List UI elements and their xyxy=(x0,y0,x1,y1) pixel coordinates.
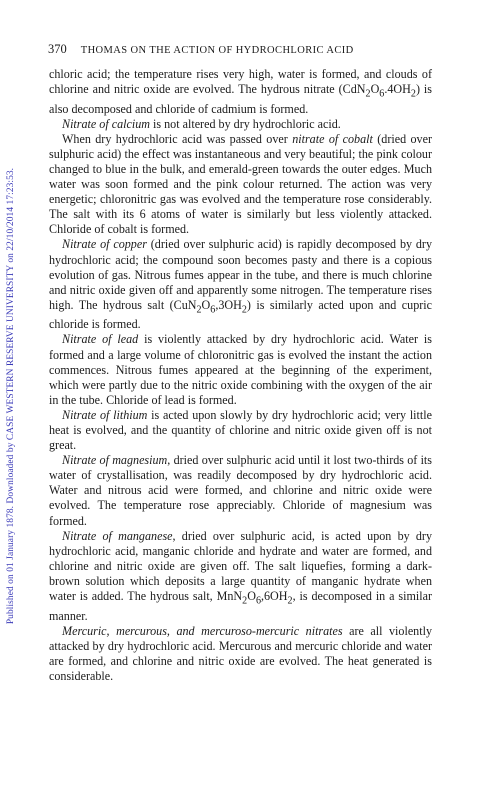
paragraph: Nitrate of manganese, dried over sulphuric acid, is acted upon by dry hydrochloric acid, manganic chloride and hydrate and water are formed, and chlorine and nitric oxide are given off. The salt liquefies, forming a dark-brown solution which deposits a large quantity of manganic hydrate when water is added. The hydrous salt, $MnN_2O_6,6OH_2$, is decomposed in a similar manner. xyxy=(49,528,432,623)
page-header xyxy=(48,42,432,57)
paragraph: When dry hydrochloric acid was passed over nitrate of cobalt (dried over sulphuric acid) the effect was instantaneous and very beautiful; the pink colour changed to blue in the bulk, and emerald-green towards the outer edges. Much water was soon formed and the pink colour returned. The action was very energetic; chloronitric gas was evolved and the temperature rose considerably. The salt with its 6 atoms of water is similarly but less violently attacked. Chloride of cobalt is formed. xyxy=(49,131,432,237)
page-number: 370 xyxy=(48,42,67,56)
paragraph: Nitrate of magnesium, dried over sulphuric acid until it lost two-thirds of its water of crystallisation, was readily decomposed by dry hydrochloric acid. Water and nitrous acid were formed, and chlorine and nitric oxide were evolved. The temperature rose appreciably. Chloride of magnesium was formed. xyxy=(49,453,432,528)
download-notice: Published on 01 January 1878. Downloaded by CASE WESTERN RESERVE UNIVERSITY on 22/10/2014 17:23:53. xyxy=(6,167,16,625)
paragraph: Nitrate of copper (dried over sulphuric acid) is rapidly decomposed by dry hydrochloric acid; the compound soon becomes pasty and there is a copious evolution of gas. Nitrous fumes appear in the tube, and there is much chlorine and nitric oxide given off and apparently some nitrogen. The temperature rises high. The hydrous salt $(CuN_2O_6,3OH_2)$ is similarly acted upon and cupric chloride is formed. xyxy=(49,237,433,332)
paragraph: Nitrate of lead is violently attacked by dry hydrochloric acid. Water is formed and a large volume of chloronitric gas is evolved the instant the action commences. Nitrous fumes appeared at the beginning of the experiment, which were partly due to the nitric oxide combining with the oxygen of the air in the tube. Chloride of lead is formed. xyxy=(49,332,432,407)
running-title: THOMAS ON THE ACTION OF HYDROCHLORIC ACID xyxy=(80,45,354,56)
paragraph: Mercuric, mercurous, and mercuroso-mercuric nitrates are all violently attacked by dry hydrochloric acid. Mercurous and mercuric chloride and water are formed, and chlorine and nitric oxide are evolved. The heat generated is considerable. xyxy=(49,623,432,683)
download-watermark xyxy=(0,0,22,792)
paragraph: Nitrate of lithium is acted upon slowly by dry hydrochloric acid; very little heat is evolved, and the quantity of chlorine and nitric oxide given off is not great. xyxy=(49,407,432,453)
body-text xyxy=(49,67,432,684)
paragraph: Nitrate of calcium is not altered by dry hydrochloric acid. xyxy=(62,116,341,131)
paragraph: chloric acid; the temperature rises very high, water is formed, and clouds of chlorine and nitric oxide are evolved. The hydrous nitrate $(CdN_2O_6.4OH_2)$ is also decomposed and chloride of cadmium is formed. xyxy=(49,67,432,116)
